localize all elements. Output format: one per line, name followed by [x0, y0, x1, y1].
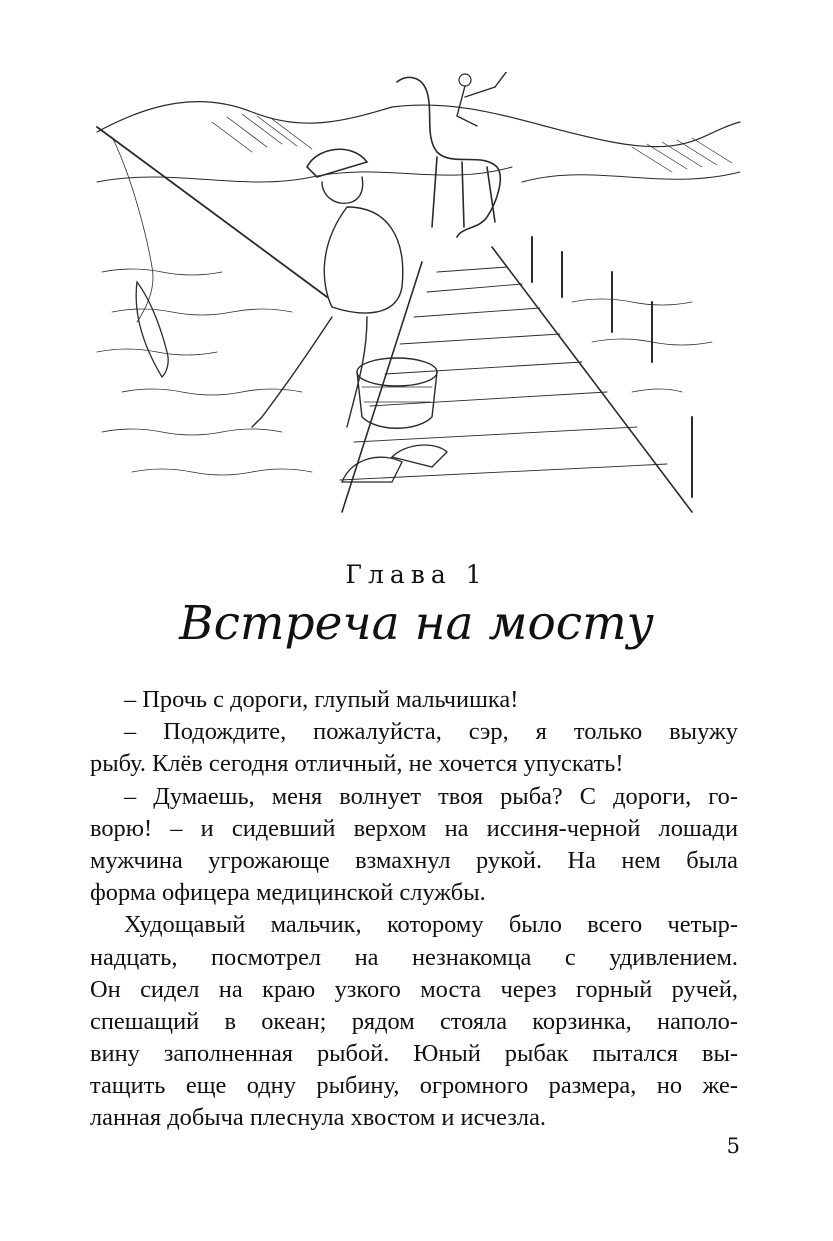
chapter-title: Встреча на мосту	[179, 596, 654, 651]
page-number: 5	[726, 1134, 740, 1158]
text-line: мужчина угрожающе взмахнул рукой. На нем была	[90, 846, 738, 874]
text-line: форма офицера медицинской службы.	[90, 879, 486, 907]
text-line: рыбу. Клёв сегодня отличный, не хочется упускать!	[90, 750, 624, 778]
text-line: надцать, посмотрел на незнакомца с удивлением.	[90, 943, 738, 971]
text-line: Худощавый мальчик, которому было всего четыр-	[124, 911, 738, 939]
text-line: вину заполненная рыбой. Юный рыбак пытался вы-	[90, 1040, 738, 1068]
text-line: спешащий в океан; рядом стояла корзинка, наполо-	[90, 1007, 738, 1035]
chapter-label: Глава 1	[345, 560, 488, 589]
text-line: – Прочь с дороги, глупый мальчишка!	[124, 686, 519, 713]
text-line: ланная добыча плеснула хвостом и исчезла.	[90, 1104, 547, 1132]
chapter-illustration	[92, 72, 742, 514]
body-text	[90, 684, 738, 1135]
text-line: тащить еще одну рыбину, огромного размера, но же-	[90, 1072, 738, 1100]
text-line: – Думаешь, меня волнует твоя рыба? С дороги, го-	[124, 782, 738, 810]
text-line: ворю! – и сидевший верхом на иссиня-черной лошади	[90, 814, 738, 842]
text-line: Он сидел на краю узкого моста через горный ручей,	[90, 975, 738, 1003]
engraving-boy-fishing-icon	[92, 72, 742, 514]
text-line: – Подождите, пожалуйста, сэр, я только выужу	[124, 718, 738, 746]
